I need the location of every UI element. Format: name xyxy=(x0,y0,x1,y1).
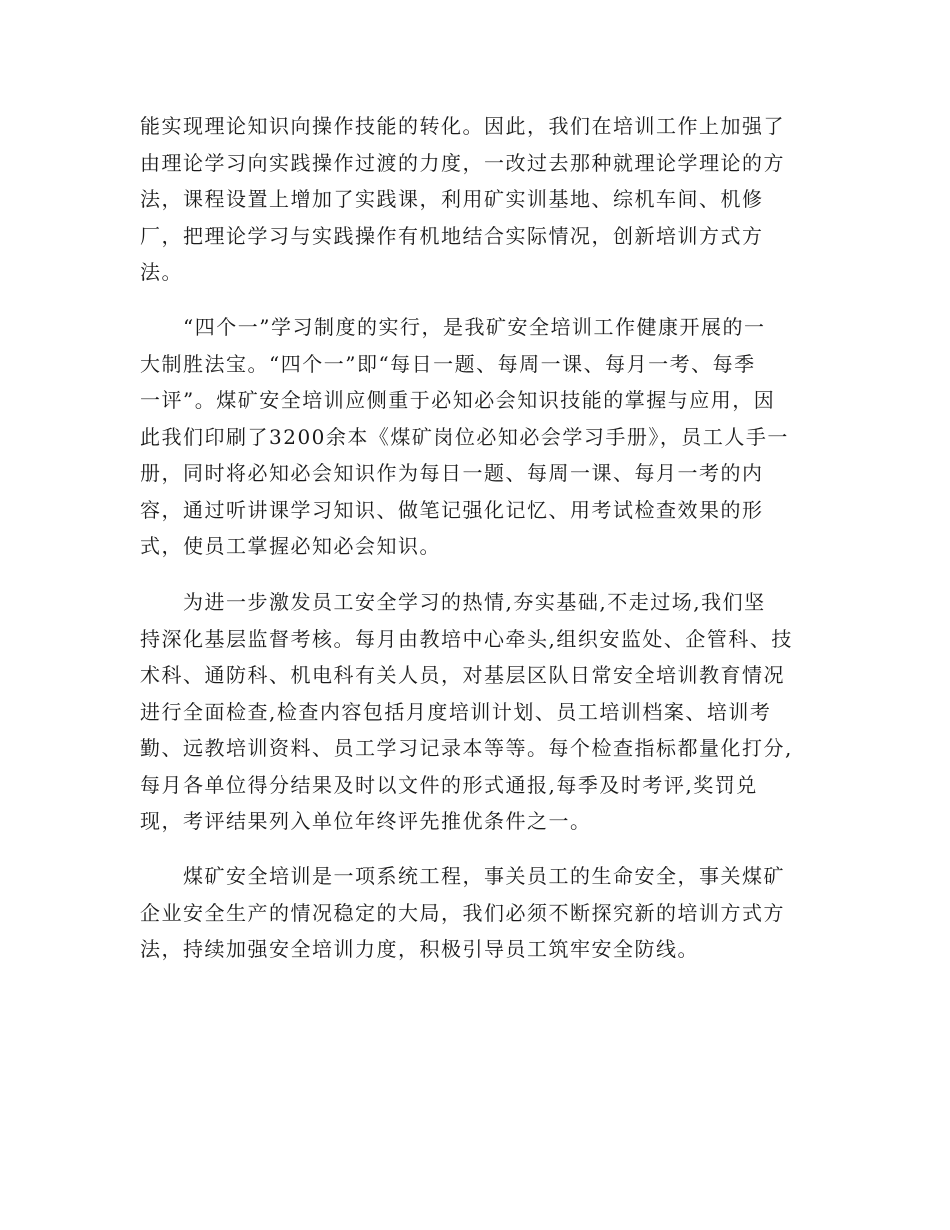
text-line: “四个一”学习制度的实行，是我矿安全培训工作健康开展的一 xyxy=(140,315,766,339)
text-line: 一评”。煤矿安全培训应侧重于必知必会知识技能的掌握与应用，因 xyxy=(140,388,776,412)
text-line: 煤矿安全培训是一项系统工程，事关员工的生命安全，事关煤矿 xyxy=(140,864,785,888)
text-line: 术科、通防科、机电科有关人员，对基层区队日常安全培训教育情况 xyxy=(140,663,785,687)
text-line: 企业安全生产的情况稳定的大局，我们必须不断探究新的培训方式方 xyxy=(140,900,785,925)
text-line: 现，考评结果列入单位年终评先推优条件之一。 xyxy=(140,809,592,833)
text-line: 容，通过听讲课学习知识、做笔记强化记忆、用考试检查效果的形 xyxy=(140,497,764,522)
text-line: 为进一步激发员工安全学习的热情,夯实基础,不走过场,我们坚 xyxy=(140,590,766,614)
text-line: 册，同时将必知必会知识作为每日一题、每周一课、每月一考的内 xyxy=(140,461,764,485)
paragraph-theory-practice xyxy=(140,108,812,291)
text-line: 法，课程设置上增加了实践课，利用矿实训基地、综机车间、机修 xyxy=(140,187,764,211)
text-line: 每月各单位得分结果及时以文件的形式通报,每季及时考评,奖罚兑 xyxy=(140,772,758,797)
text-line: 大制胜法宝。“四个一”即“每日一题、每周一课、每月一考、每季 xyxy=(140,351,756,376)
paragraph-supervision-assessment xyxy=(140,584,812,840)
text-line: 由理论学习向实践操作过渡的力度，一改过去那种就理论学理论的方 xyxy=(140,150,785,175)
text-line: 进行全面检查,检查内容包括月度培训计划、员工培训档案、培训考 xyxy=(140,699,772,724)
text-line: 法，持续加强安全培训力度，积极引导员工筑牢安全防线。 xyxy=(140,937,699,961)
text-line: 法。 xyxy=(140,260,183,284)
text-line: 厂，把理论学习与实践操作有机地结合实际情况，创新培训方式方 xyxy=(140,223,764,248)
text-line: 勤、远教培训资料、员工学习记录本等等。每个检查指标都量化打分, xyxy=(140,736,793,760)
text-line: 能实现理论知识向操作技能的转化。因此，我们在培训工作上加强了 xyxy=(140,114,785,138)
text-line: 持深化基层监督考核。每月由教培中心牵头,组织安监处、企管科、技 xyxy=(140,626,793,651)
paragraph-conclusion xyxy=(140,858,812,968)
text-line: 式，使员工掌握必知必会知识。 xyxy=(140,534,441,558)
text-line: 此我们印刷了3200余本《煤矿岗位必知必会学习手册》，员工人手一 xyxy=(140,424,789,449)
paragraph-four-ones-system xyxy=(140,309,812,565)
